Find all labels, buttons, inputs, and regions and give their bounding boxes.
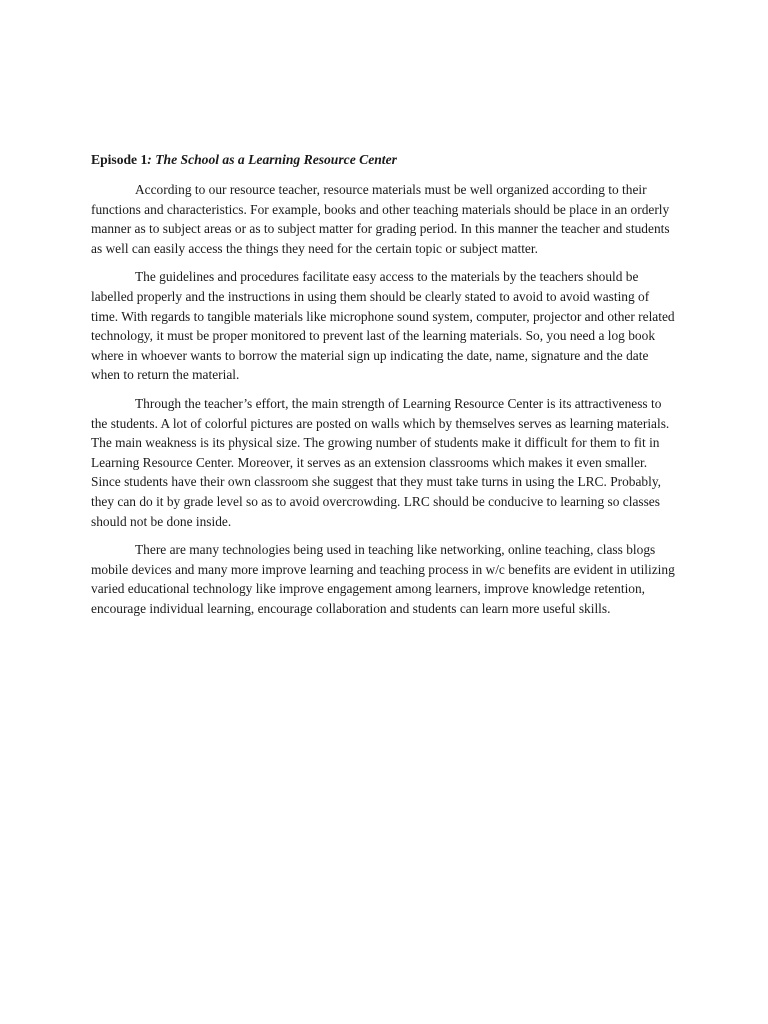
episode-heading-title: : The School as a Learning Resource Center [147, 152, 397, 167]
paragraph-guidelines-procedures: The guidelines and procedures facilitate easy access to the materials by the teachers should be labelled properly and the instructions in using them should be clearly stated to avoid to avoid wasting of time. With regards to tangible materials like microphone sound system, computer, projector and other related technology, it must be proper monitored to prevent last of the learning materials. So, you need a log book where in whoever wants to borrow the material sign up indicating the date, name, signature and the date when to return the material. [91, 269, 675, 383]
episode-heading-prefix: Episode 1 [91, 152, 148, 167]
paragraph-technologies: There are many technologies being used in teaching like networking, online teaching, class blogs mobile devices and many more improve learning and teaching process in w/c benefits are evident in utilizing varied educational technology like improve engagement among learners, improve knowledge retention, encourage individual learning, encourage collaboration and students can learn more useful skills. [91, 542, 675, 616]
document-body [91, 150, 677, 627]
paragraph-strengths-weaknesses: Through the teacher’s effort, the main strength of Learning Resource Center is its attractiveness to the students. A lot of colorful pictures are posted on walls which by themselves serves as learning materials. The main weakness is its physical size. The growing number of students make it difficult for them to fit in Learning Resource Center. Moreover, it serves as an extension classrooms which makes it even smaller. Since students have their own classroom she suggest that they must take turns in using the LRC. Probably, they can do it by grade level so as to avoid overcrowding. LRC should be conducive to learning so classes should not be done inside. [91, 395, 670, 529]
paragraph-resource-organization: According to our resource teacher, resource materials must be well organized according to their functions and characteristics. For example, books and other teaching materials should be place in an orderly manner as to subject areas or as to subject matter for grading period. In this manner the teacher and students as well can easily access the things they need for the certain topic or subject matter. [91, 182, 670, 256]
episode-heading [91, 150, 677, 170]
